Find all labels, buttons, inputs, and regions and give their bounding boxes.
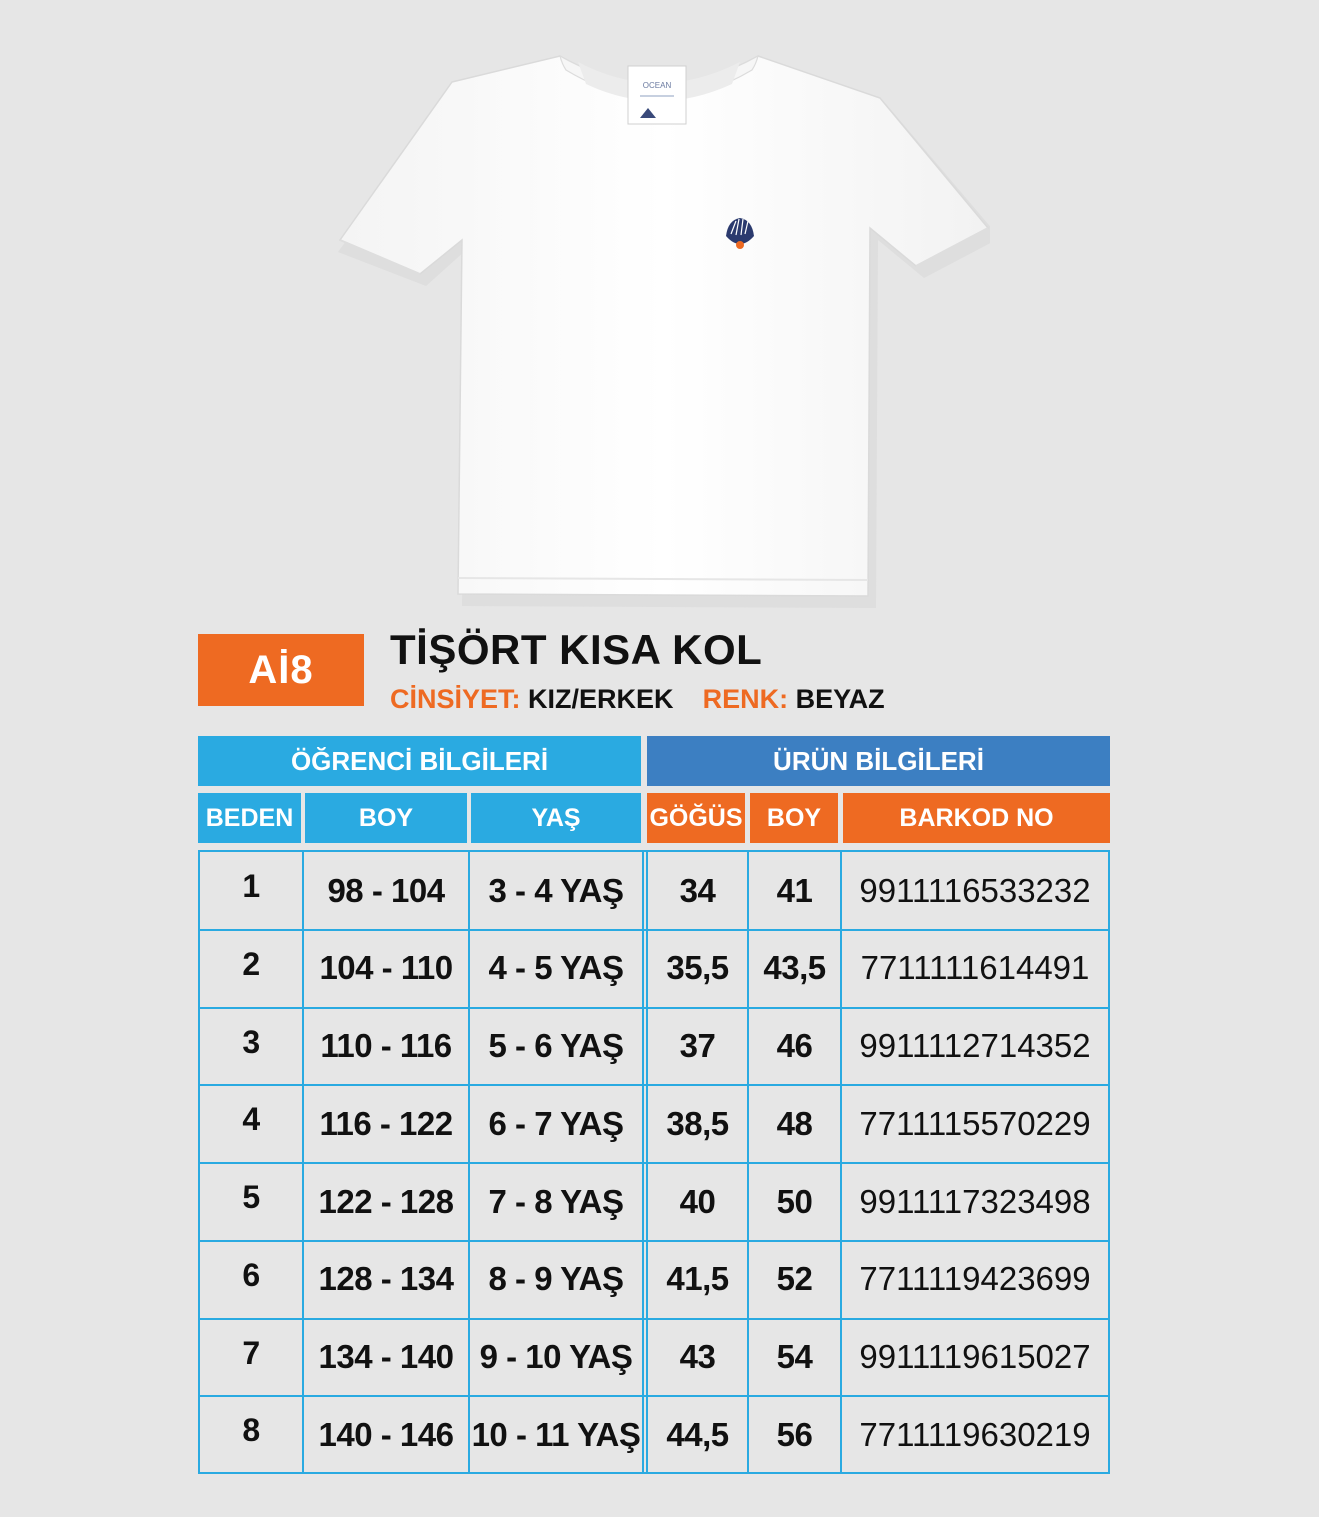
table-cell-gogus: 41,5 <box>666 1260 729 1298</box>
table-cell-yas: 6 - 7 YAŞ <box>488 1104 624 1142</box>
table-cell-urun-boy: 52 <box>776 1260 813 1298</box>
table-cell-barkod: 9911116533232 <box>859 871 1091 909</box>
table-cell-gogus: 34 <box>679 871 716 909</box>
table-cell-barkod: 9911119615027 <box>859 1338 1091 1375</box>
table-cell-gogus: 43 <box>679 1338 716 1375</box>
product-info-header: ÜRÜN BİLGİLERİ <box>647 736 1110 786</box>
table-cell-beden: 7 <box>242 1334 260 1371</box>
product-attributes <box>390 684 885 715</box>
table-cell-boy: 98 - 104 <box>327 871 445 909</box>
table-cell-yas: 9 - 10 YAŞ <box>479 1338 633 1375</box>
table-cell-beden: 3 <box>242 1023 260 1060</box>
column-header-boy: BOY <box>305 793 467 843</box>
column-header-beden: BEDEN <box>198 793 301 843</box>
gender-value: KIZ/ERKEK <box>528 684 674 714</box>
table-cell-beden: 5 <box>242 1179 260 1215</box>
table-cell-boy: 116 - 122 <box>319 1104 453 1142</box>
table-cell-urun-boy: 48 <box>776 1104 813 1142</box>
table-cell-yas: 8 - 9 YAŞ <box>488 1260 624 1298</box>
table-cell-boy: 110 - 116 <box>320 1027 452 1064</box>
column-header-urun-boy: BOY <box>750 793 838 843</box>
table-cell-yas: 7 - 8 YAŞ <box>488 1182 624 1220</box>
table-cell-gogus: 35,5 <box>666 949 729 987</box>
table-cell-boy: 140 - 146 <box>318 1415 454 1453</box>
table-cell-barkod: 9911112714352 <box>859 1027 1091 1064</box>
table-cell-gogus: 44,5 <box>666 1415 729 1453</box>
table-cell-gogus: 37 <box>679 1027 716 1064</box>
table-cell-boy: 104 - 110 <box>319 949 453 987</box>
table-cell-urun-boy: 41 <box>776 871 813 909</box>
color-value: BEYAZ <box>795 684 885 714</box>
table-cell-urun-boy: 50 <box>776 1182 813 1220</box>
product-image-tshirt <box>330 48 990 608</box>
table-cell-urun-boy: 43,5 <box>763 949 826 987</box>
table-cell-barkod: 7711119630219 <box>859 1415 1091 1453</box>
table-cell-yas: 3 - 4 YAŞ <box>488 871 624 909</box>
student-info-header: ÖĞRENCİ BİLGİLERİ <box>198 736 641 786</box>
table-cell-yas: 5 - 6 YAŞ <box>488 1027 624 1064</box>
table-cell-gogus: 38,5 <box>666 1104 729 1142</box>
table-cell-barkod: 7711119423699 <box>859 1260 1091 1298</box>
table-cell-beden: 8 <box>242 1412 260 1449</box>
product-title: TİŞÖRT KISA KOL <box>390 626 763 673</box>
table-cell-boy: 122 - 128 <box>318 1182 454 1220</box>
table-cell-urun-boy: 56 <box>776 1415 813 1453</box>
gender-label: CİNSİYET: <box>390 684 521 714</box>
product-code-badge: Aİ8 <box>198 634 364 706</box>
column-header-gogus: GÖĞÜS <box>647 793 745 843</box>
neck-label-text: OCEAN <box>642 81 672 90</box>
tshirt-body <box>340 56 988 596</box>
table-cell-gogus: 40 <box>679 1182 716 1220</box>
table-cell-barkod: 7711115570229 <box>859 1104 1091 1142</box>
table-cell-barkod: 7711111614491 <box>860 949 1090 987</box>
table-cell-yas: 10 - 11 YAŞ <box>471 1415 641 1453</box>
tshirt-neck-label <box>628 66 686 124</box>
color-label: RENK: <box>702 684 789 714</box>
table-cell-barkod: 9911117323498 <box>859 1182 1091 1220</box>
table-cell-boy: 134 - 140 <box>318 1338 454 1375</box>
table-cell-beden: 4 <box>242 1101 260 1138</box>
table-cell-beden: 2 <box>242 945 260 982</box>
table-cell-boy: 128 - 134 <box>318 1260 454 1298</box>
table-cell-urun-boy: 54 <box>776 1338 813 1375</box>
table-cell-beden: 1 <box>242 868 260 904</box>
table-cell-yas: 4 - 5 YAŞ <box>488 949 624 987</box>
table-cell-beden: 6 <box>242 1256 260 1293</box>
table-cell-urun-boy: 46 <box>776 1027 813 1064</box>
column-header-barkod: BARKOD NO <box>843 793 1110 843</box>
column-header-yas: YAŞ <box>471 793 641 843</box>
